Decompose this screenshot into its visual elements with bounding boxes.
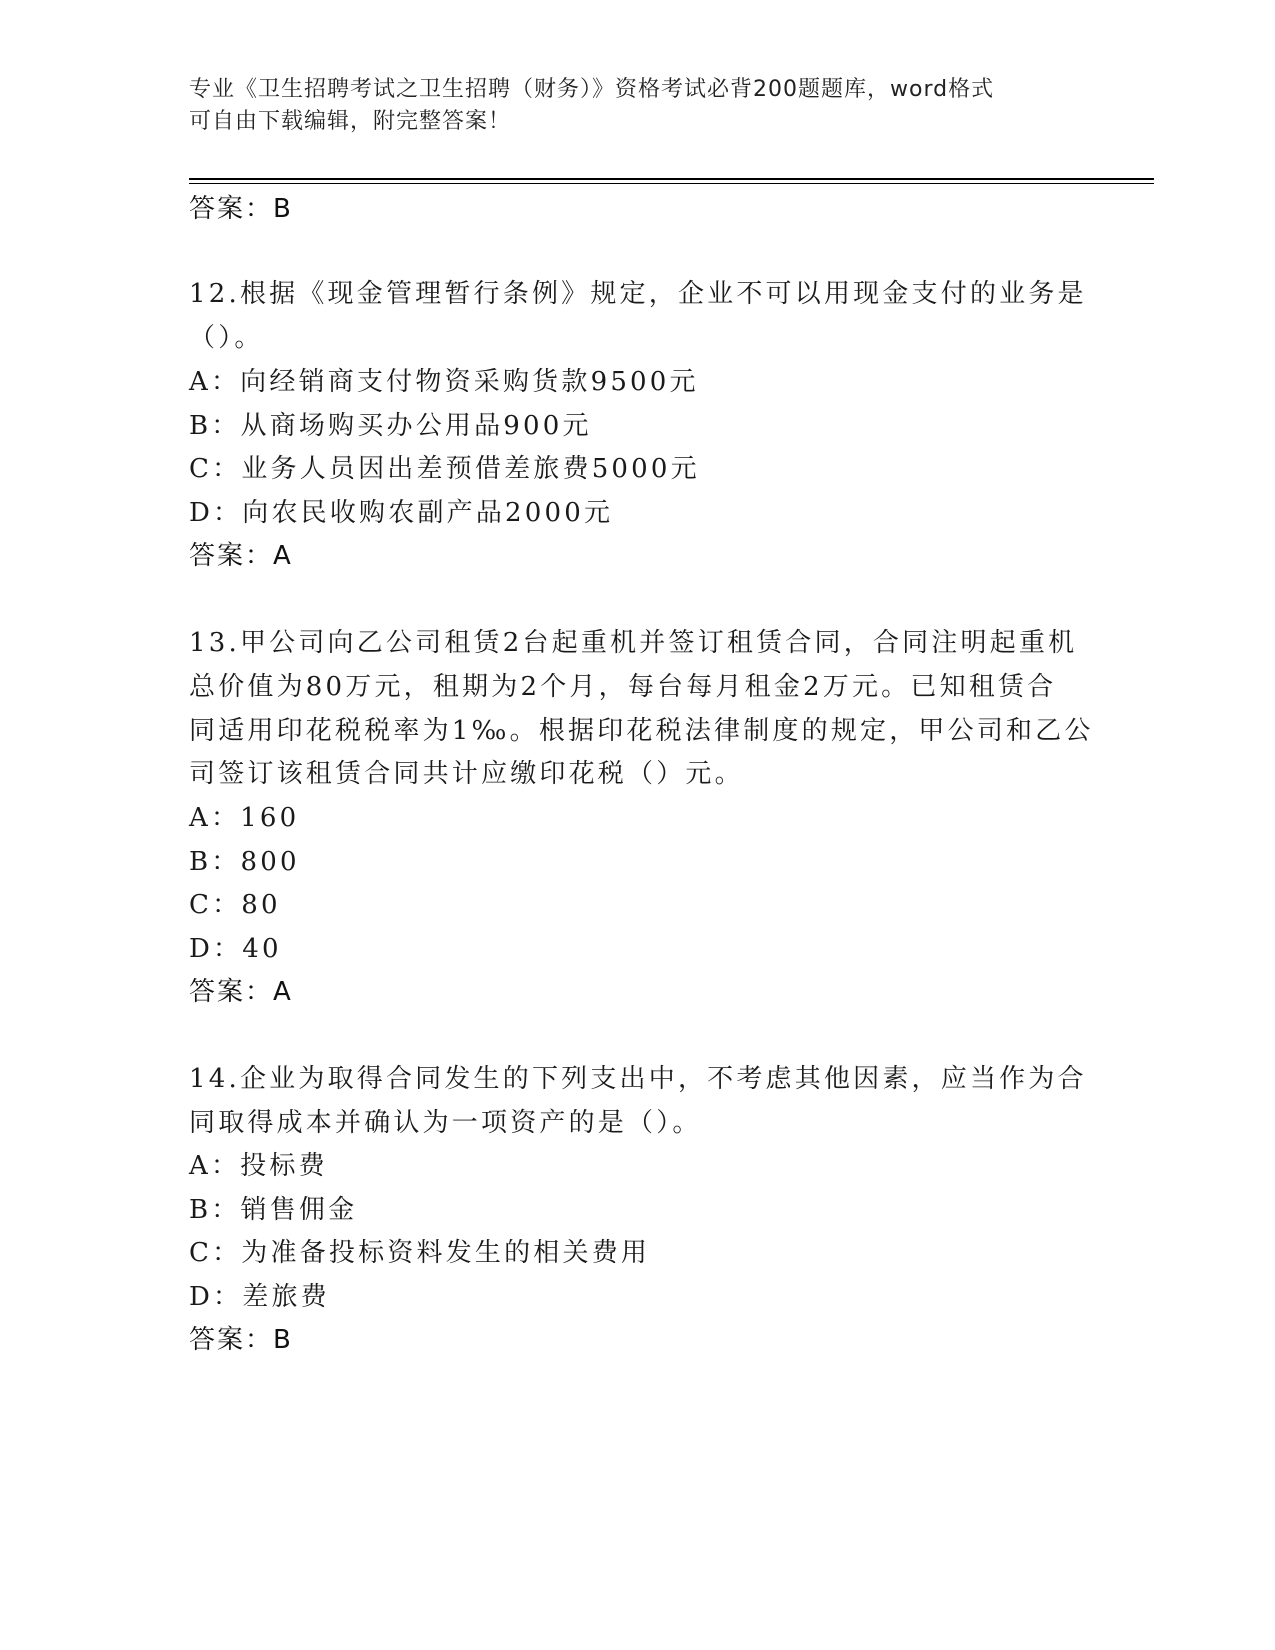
question-12-answer: 答案：A xyxy=(189,541,293,571)
question-14-option-c: C：为准备投标资料发生的相关费用 xyxy=(189,1238,651,1268)
question-13-option-b: B：800 xyxy=(189,847,300,877)
answer-previous: 答案：B xyxy=(189,194,293,224)
question-14-option-a: A：投标费 xyxy=(189,1151,328,1181)
question-14-option-b: B：销售佣金 xyxy=(189,1195,358,1225)
question-12-option-a: A：向经销商支付物资采购货款9500元 xyxy=(189,367,699,397)
header-rule-thin xyxy=(189,183,1154,184)
question-14-answer: 答案：B xyxy=(189,1325,293,1355)
question-14-option-d: D：差旅费 xyxy=(189,1282,330,1312)
question-13-line-1: 13.甲公司向乙公司租赁2台起重机并签订租赁合同，合同注明起重机 xyxy=(189,628,1078,658)
document-header xyxy=(189,74,1069,138)
question-13-line-4: 司签订该租赁合同共计应缴印花税（）元。 xyxy=(189,759,744,789)
question-13-option-d: D：40 xyxy=(189,934,282,964)
question-13-line-3: 同适用印花税税率为1‰。根据印花税法律制度的规定，甲公司和乙公 xyxy=(189,716,1094,746)
question-13-line-2: 总价值为80万元，租期为2个月，每台每月租金2万元。已知租赁合 xyxy=(189,672,1057,702)
question-13-option-a: A：160 xyxy=(189,803,300,833)
question-12-line-2: （）。 xyxy=(189,323,264,353)
header-line-1: 专业《卫生招聘考试之卫生招聘（财务）》资格考试必背200题题库，word格式 xyxy=(189,77,995,102)
question-12-option-c: C：业务人员因出差预借差旅费5000元 xyxy=(189,454,700,484)
header-line-2: 可自由下载编辑，附完整答案！ xyxy=(189,109,512,134)
question-12-option-b: B：从商场购买办公用品900元 xyxy=(189,411,592,441)
question-12-line-1: 12.根据《现金管理暂行条例》规定，企业不可以用现金支付的业务是 xyxy=(189,279,1087,309)
question-13-option-c: C：80 xyxy=(189,890,281,920)
header-rule-thick xyxy=(189,178,1154,180)
question-14-line-2: 同取得成本并确认为一项资产的是（）。 xyxy=(189,1108,702,1138)
question-13-answer: 答案：A xyxy=(189,977,293,1007)
question-12-option-d: D：向农民收购农副产品2000元 xyxy=(189,498,614,528)
question-14-line-1: 14.企业为取得合同发生的下列支出中，不考虑其他因素，应当作为合 xyxy=(189,1064,1087,1094)
